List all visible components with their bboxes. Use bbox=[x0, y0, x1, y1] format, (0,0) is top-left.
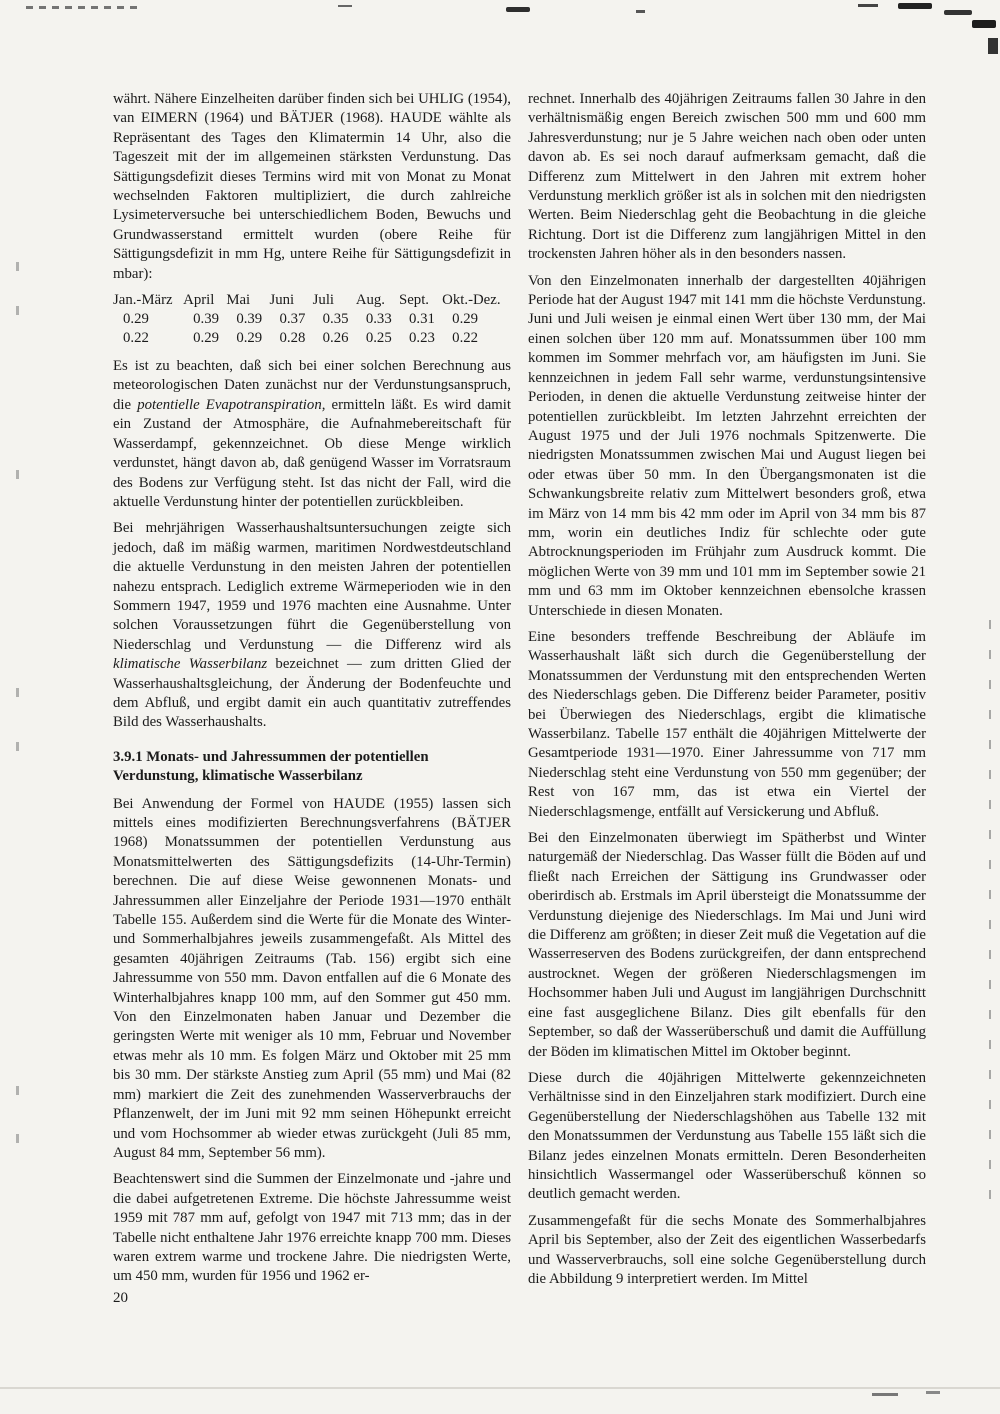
text-run: Zusammengefaßt für die sechs Monate des Sommerhalbjahres April bis September, also der Zeit des eigentlichen Wasserbedarfs und Wasserverbrauchs, soll eine solche Gegenüberstellung durch die Abbildung 9 interpretiert werden. Im Mittel bbox=[528, 1212, 926, 1287]
scan-artifact bbox=[0, 1387, 1000, 1389]
scan-artifact bbox=[872, 1393, 898, 1396]
text-run: Bei den Einzelmonaten überwiegt im Spätherbst und Winter naturgemäß der Niederschlag. Das Wasser füllt die Böden auf und fließt nach Erreichen der Sättigung ins Grundwasser oder oberirdisch ab. Erstmals im April übersteigt die Monatssumme der Verdunstung diejenige des Niederschlags. Im Mai und Juni wird die Differenz am größten; in dieser Zeit muß die Vegetation auf die Wasserreserven des Bodens zurückgreifen, der dann entsprechend austrocknet. Wegen der größeren Niederschlagsmengen im Hochsommer haben Juli und August im langjährigen Durchschnitt eine fast ausgeglichene Bilanz. Dies gilt ebenfalls für den September, so daß der Wasserüberschuß und damit die Auffüllung der Böden im klimatischen Mittel im Oktober beginnt. bbox=[528, 830, 926, 1060]
paragraph bbox=[528, 90, 926, 265]
paragraph bbox=[113, 90, 511, 284]
table-cell: 0.23 bbox=[409, 330, 435, 347]
right-column bbox=[528, 90, 926, 1296]
scan-artifact bbox=[16, 742, 19, 751]
table-cell: 0.29 bbox=[193, 330, 220, 347]
text-run: währt. Nähere Einzelheiten darüber finden sich bei UHLIG (1954), van EIMERN (1964) und BÄTJER (1968). HAUDE wählte als Repräsentant des Tages den Klimatermin 14 Uhr, also die Tageszeit mit der im allgemeinen stärksten Verdunstung. Das Sättigungsdefizit dieses Termins wird mit von Monat zu Monat wechselnden Faktoren multipliziert, die durch zahlreiche Lysimeterversuche bei unterschiedlichem Boden, Bewuchs und Grundwasserstand ermittelt wurden (obere Reihe für Sättigungsdefizit in mm Hg, untere Reihe für Sättigungsdefizit in mbar): bbox=[113, 91, 511, 282]
paragraph bbox=[528, 1069, 926, 1205]
table-cell: 0.37 bbox=[279, 311, 306, 328]
text-run: rechnet. Innerhalb des 40jährigen Zeitraums fallen 30 Jahre in den verhältnismäßig engen Bereich zwischen 500 mm und 600 mm Jahresverdunstung; nur je 5 Jahre weichen nach oben oder unten davon ab. Es sei noch darauf aufmerksam gemacht, daß die Differenz zum Mittelwert in den Jahren mit extrem hoher Verdunstung merklich größer ist als in solchen mit den niedrigsten Werten. Beim Niederschlag geht die Beobachtung in die gleiche Richtung. Dort ist die Differenz zum langjährigen Mittel in den trockensten Jahren höher als in den besonders nassen. bbox=[528, 91, 926, 263]
table-header-cell: Jan.-März bbox=[113, 292, 173, 309]
table-cell: 0.26 bbox=[322, 330, 349, 347]
scan-artifact bbox=[16, 306, 19, 315]
text-run: Bei mehrjährigen Wasserhaushaltsuntersuchungen zeigte sich jedoch, daß im mäßig warmen, maritimen Nordwestdeutschland die aktuelle Verdunstung in den meisten Jahren der potentiellen nahezu entsprach. Lediglich extreme Wärmeperioden wie in den Sommern 1947, 1959 und 1976 machten eine Ausnahme. Unter solchen Voraussetzungen führt die Gegenüberstellung von Niederschlag und Verdunstung — die Differenz wird als bbox=[113, 520, 511, 653]
text-columns bbox=[113, 90, 926, 1296]
table-row bbox=[113, 310, 511, 329]
scan-artifact bbox=[26, 6, 138, 9]
table-header-row bbox=[113, 291, 511, 310]
paragraph bbox=[113, 357, 511, 512]
paragraph bbox=[528, 829, 926, 1062]
table-header-cell: Okt.-Dez. bbox=[442, 292, 501, 309]
scan-artifact bbox=[944, 10, 972, 15]
text-run: Von den Einzelmonaten innerhalb der dargestellten 40jährigen Periode hat der August 1947 mit 141 mm die höchste Verdunstung. Juni und Juli weisen je einmal einen Wert über 130 mm, der Mai einen solchen über 120 mm auf. Monatssummen über 100 mm kommen im Sommer mehrfach vor, am häufigsten im Juni. Sie kennzeichnen in jedem Fall sehr warme, verdunstungsintensive Perioden, in denen die aktuelle Verdunstung zeitweise hinter der potentiellen zurückbleibt. Im letzten Jahrzehnt erreichten der August 1975 und der Juli 1976 nochmals Spitzenwerte. Die niedrigsten Monatssummen zwischen Mai und August liegen bei oder etwas über 50 mm. In den Übergangsmonaten ist die Schwankungsbreite relativ zum Mittelwert besonders groß, etwa im März von 14 mm bis 42 mm oder im April von 34 mm bis 87 mm, worin ein deutliches Indiz für schlechte oder gute Abtrocknungsperioden im Frühjahr zum Ausdruck kommt. Die möglichen Werte von 39 mm und 101 mm im September sowie 21 mm und 63 mm im Oktober kennzeichnen ebensolche krassen Unterschiede in diesen Monaten. bbox=[528, 272, 926, 619]
scan-artifact bbox=[338, 5, 352, 7]
table-header-cell: Sept. bbox=[399, 292, 430, 309]
italic-text-run: klimatische Wasserbilanz bbox=[113, 656, 268, 673]
text-run: Bei Anwendung der Formel von HAUDE (1955) lassen sich mittels eines modifizierten Berechnungsverfahrens (BÄTJER 1968) Monatssummen der potentiellen Verdunstung aus Monatsmittelwerten des Sättigungsdefizits (14-Uhr-Termin) berechnen. Die auf diese Weise gewonnenen Monats- und Jahressummen aller Einzeljahre der Periode 1931—1970 enthält Tabelle 155. Außerdem sind die Werte für die Monate des Winter- und Sommerhalbjahres jeweils zusammengefaßt. Als Mittel des gesamten 40jährigen Zeitraums (Tab. 156) ergibt sich eine Jahressumme von 550 mm. Davon entfallen auf die 6 Monate des Winterhalbjahres knapp 100 mm, auf den Sommer gut 450 mm. Von den Einzelmonaten haben Januar und Dezember die geringsten Werte mit weniger als 10 mm, Februar und November etwas mehr als 10 mm. Es folgen März und Oktober mit 25 mm bis 30 mm. Der stärkste Anstieg zum April (55 mm) und Mai (82 mm) markiert die Zeit des zunehmenden Wasserverbrauchs der Pflanzenwelt, der im Juni mit 92 mm seinen Höhepunkt erreicht und vom Hochsommer ab wieder etwas zurückgeht (Juli 85 mm, August 84 mm, September 56 mm). bbox=[113, 795, 511, 1161]
paragraph bbox=[528, 1212, 926, 1290]
table-cell: 0.31 bbox=[409, 311, 435, 328]
table-cell: 0.39 bbox=[236, 311, 263, 328]
table-cell: 0.22 bbox=[452, 330, 479, 347]
paragraph bbox=[528, 272, 926, 621]
table-header-cell: Aug. bbox=[355, 292, 386, 309]
table-header-cell: Juni bbox=[269, 292, 295, 309]
table-header-cell: Juli bbox=[312, 292, 335, 309]
table-cell: 0.25 bbox=[365, 330, 392, 347]
table-cell: 0.29 bbox=[123, 311, 149, 328]
saturation-deficit-factor-table bbox=[113, 291, 511, 348]
scan-artifact bbox=[972, 20, 996, 28]
scan-artifact bbox=[16, 1086, 19, 1095]
table-header-cell: April bbox=[183, 292, 215, 309]
text-run: Diese durch die 40jährigen Mittelwerte gekennzeichneten Verhältnisse sind in den Einzeljahren stark modifiziert. Durch eine Gegenüberstellung der Niederschlagshöhen aus Tabelle 132 mit den Monatssummen der Verdunstung aus Tabelle 155 läßt sich die Bilanz jedes einzelnen Monats ermitteln. Deren Besonderheiten hinsichtlich Wassermangel oder Wasserüberschuß können so deutlich gemacht werden. bbox=[528, 1069, 926, 1203]
table-header-cell: Mai bbox=[226, 292, 251, 309]
paragraph bbox=[113, 795, 511, 1164]
table-cell: 0.35 bbox=[322, 311, 349, 328]
text-run: ermitteln läßt. Es wird damit ein Zustand der Atmosphäre, die Aufnahmebereitschaft für Wasserdampf, gekennzeichnet. Ob diese Menge wirklich verdunstet, hängt davon ab, daß genügend Wasser im Vorratsraum des Bodens zur Verfügung steht. Ist das nicht der Fall, wird die aktuelle Verdunstung hinter der potentiellen zurückbleiben. bbox=[113, 396, 512, 510]
table-cell: 0.33 bbox=[365, 311, 392, 328]
scan-artifact bbox=[898, 3, 932, 9]
text-run: Es ist zu beachten, daß sich bei einer solchen Berechnung aus meteorologischen Daten zunächst nur der Verdunstungsanspruch, die bbox=[113, 358, 511, 413]
italic-text-run: potentielle Evapotranspiration, bbox=[137, 396, 326, 413]
table-cell: 0.29 bbox=[236, 330, 263, 347]
table-row bbox=[113, 329, 511, 348]
scan-artifact bbox=[926, 1391, 940, 1394]
scan-artifact bbox=[989, 620, 991, 1220]
scan-artifact bbox=[636, 10, 645, 13]
paragraph bbox=[113, 1170, 511, 1286]
scan-artifact bbox=[16, 688, 19, 697]
paragraph bbox=[113, 519, 511, 732]
text-run: Beachtenswert sind die Summen der Einzelmonate und -jahre und die dabei aufgetretenen Extreme. Die höchste Jahressumme weist 1959 mit 787 mm auf, gefolgt von 1947 mit 713 mm; das in der Tabelle nicht enthaltene Jahr 1976 erreichte knapp 700 mm. Dieses waren extrem warme und trockene Jahre. Die niedrigsten Werte, um 450 mm, wurden für 1956 und 1962 er- bbox=[113, 1171, 511, 1285]
scan-artifact bbox=[988, 38, 998, 54]
scan-artifact bbox=[506, 7, 530, 12]
paragraph bbox=[528, 628, 926, 822]
scan-artifact bbox=[16, 262, 19, 271]
table-cell: 0.29 bbox=[452, 311, 479, 328]
text-run: Eine besonders treffende Beschreibung der Abläufe im Wasserhaushalt läßt sich durch die Gegenüberstellung der Monatssummen der Verdunstung mit den entsprechenden Werten des Niederschlags geben. Die Differenz beider Parameter, positiv bei Überwiegen des Niederschlags, ergibt die klimatische Wasserbilanz. Tabelle 157 enthält die 40jährigen Mittelwerte der Gesamtperiode 1931—1970. Einer Jahressumme von 717 mm Niederschlag steht eine Verdunstung von 550 mm gegenüber; der Rest von 167 mm, das ist etwa ein Viertel der Niederschlagsmenge, entfällt auf Versickerung und Abfluß. bbox=[528, 628, 926, 820]
left-column bbox=[113, 90, 511, 1296]
table-cell: 0.22 bbox=[123, 330, 149, 347]
page-number: 20 bbox=[113, 1290, 128, 1306]
table-cell: 0.28 bbox=[279, 330, 306, 347]
table-cell: 0.39 bbox=[193, 311, 220, 328]
scan-artifact bbox=[858, 4, 878, 7]
text-run: bezeichnet — zum dritten Glied der Wasserhaushaltsgleichung, der Änderung der Bodenfeuchte und dem Abfluß, und ergibt damit ein auch quantitativ zutreffendes Bild des Wasserhaushalts. bbox=[113, 656, 511, 731]
scan-artifact bbox=[16, 1134, 19, 1143]
scan-artifact bbox=[16, 470, 19, 479]
section-heading: 3.9.1 Monats- und Jahressummen der potentiellen Verdunstung, klimatische Wasserbilanz bbox=[113, 748, 429, 785]
